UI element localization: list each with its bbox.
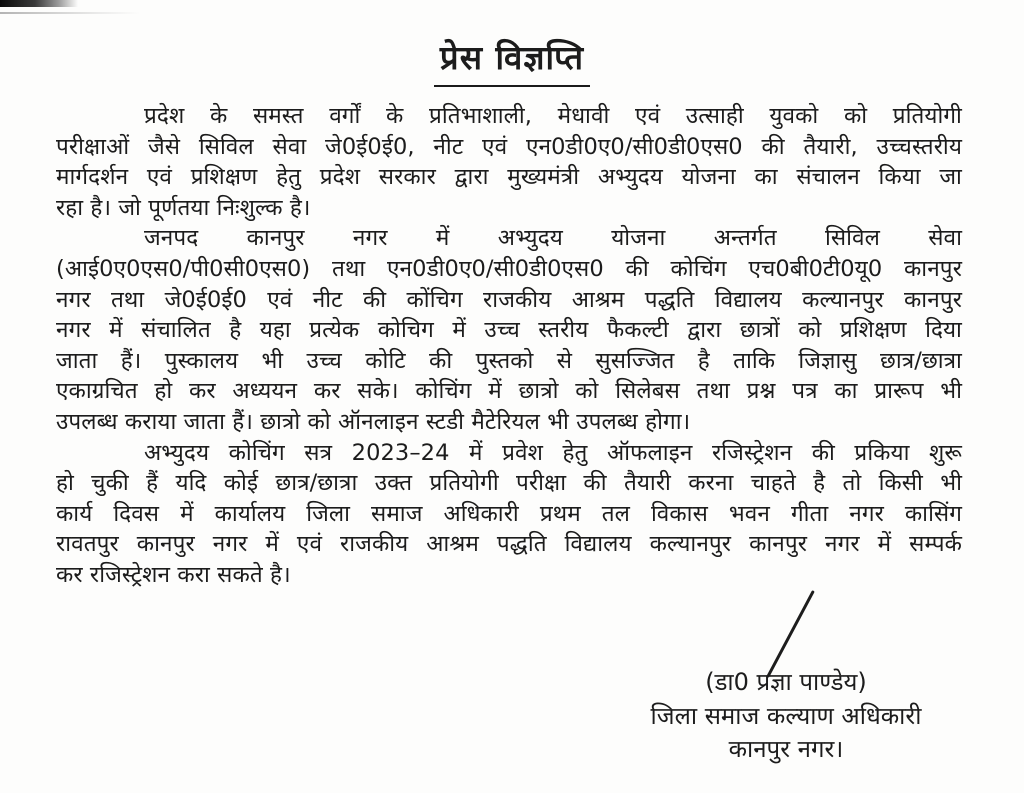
document-title <box>0 34 1024 87</box>
paragraph-3-line-1: अभ्युदय कोचिंग सत्र 2023–24 में प्रवेश हेतु ऑफलाइन रजिस्ट्रेशन की प्रकिया शुरू <box>144 439 962 466</box>
paragraph-1-line-3: मार्गदर्शन एवं प्रशिक्षण हेतु प्रदेश सरकार द्वारा मुख्यमंत्री अभ्युदय योजना का संचालन किया जा <box>56 164 962 191</box>
paragraph-3-line-5: कर रजिस्ट्रेशन करा सकते है। <box>56 561 291 588</box>
paragraph-3-line-3: कार्य दिवस में कार्यालय जिला समाज अधिकारी प्रथम तल विकास भवन गीता नगर कासिंग <box>56 500 962 527</box>
paragraph-3-line-4: रावतपुर कानपुर नगर में एवं राजकीय आश्रम पद्धति विद्यालय कल्यानपुर कानपुर नगर में सम्पर्क <box>56 531 962 558</box>
scan-artifact-strip <box>0 0 78 7</box>
paragraph-1 <box>56 101 962 223</box>
paragraph-1-line-1: प्रदेश के समस्त वर्गों के प्रतिभाशाली, मेधावी एवं उत्साही युवको को प्रतियोगी <box>144 103 962 129</box>
signatory-designation: जिला समाज कल्याण अधिकारी <box>650 701 922 730</box>
signatory-location: कानपुर नगर। <box>728 735 844 763</box>
paragraph-2-line-4: नगर में संचालित है यहा प्रत्येक कोचिग में उच्च स्तरीय फैकल्टी द्वारा छात्रों को प्रशिक्षण दिया <box>56 317 962 344</box>
paragraph-2-line-7: उपलब्ध कराया जाता हैं। छात्रो को ऑनलाइन स्टडी मैटेरियल भी उपलब्ध होगा। <box>56 408 691 435</box>
document-title-text: प्रेस विज्ञप्ति <box>434 34 590 87</box>
paragraph-2-line-5: जाता हैं। पुस्कालय भी उच्च कोटि की पुस्तको से सुसज्जित है ताकि जिज्ञासु छात्र/छात्रा <box>56 347 962 374</box>
paragraph-1-line-2: परीक्षाओं जैसे सिविल सेवा जे0ई0ई0, नीट एवं एन0डी0ए0/सी0डी0एस0 की तैयारी, उच्चस्तरीय <box>56 133 962 160</box>
scan-artifact-line <box>0 12 140 14</box>
paragraph-2 <box>56 223 962 437</box>
signatory-name: (डा0 प्रज्ञा पाण्डेय) <box>705 668 867 696</box>
paragraph-2-line-1: जनपद कानपुर नगर में अभ्युदय योजना अन्तर्गत सिविल सेवा <box>144 225 962 252</box>
paragraph-2-line-6: एकाग्रचित हो कर अध्ययन कर सके। कोचिंग में छात्रो को सिलेबस तथा प्रश्न पत्र का प्रारूप भी <box>56 378 962 405</box>
paragraph-3 <box>56 438 962 591</box>
paragraph-1-line-4: रहा है। जो पूर्णतया निःशुल्क है। <box>56 194 311 221</box>
paragraph-3-line-2: हो चुकी हैं यदि कोई छात्र/छात्रा उक्त प्रतियोगी परीक्षा की तैयारी करना चाहते है तो किसी भी <box>56 470 962 497</box>
paragraph-2-line-3: नगर तथा जे0ई0ई0 एवं नीट की कोंचिग राजकीय आश्रम पद्धति विद्यालय कल्यानपुर कानपुर <box>56 286 962 313</box>
signature-stroke-mark <box>766 590 815 678</box>
document-body <box>56 101 962 591</box>
paragraph-2-line-2: (आई0ए0एस0/पी0सी0एस0) तथा एन0डी0ए0/सी0डी0एस0 की कोचिंग एच0बी0टी0यू0 कानपुर <box>56 255 962 282</box>
signature-block <box>598 666 974 767</box>
